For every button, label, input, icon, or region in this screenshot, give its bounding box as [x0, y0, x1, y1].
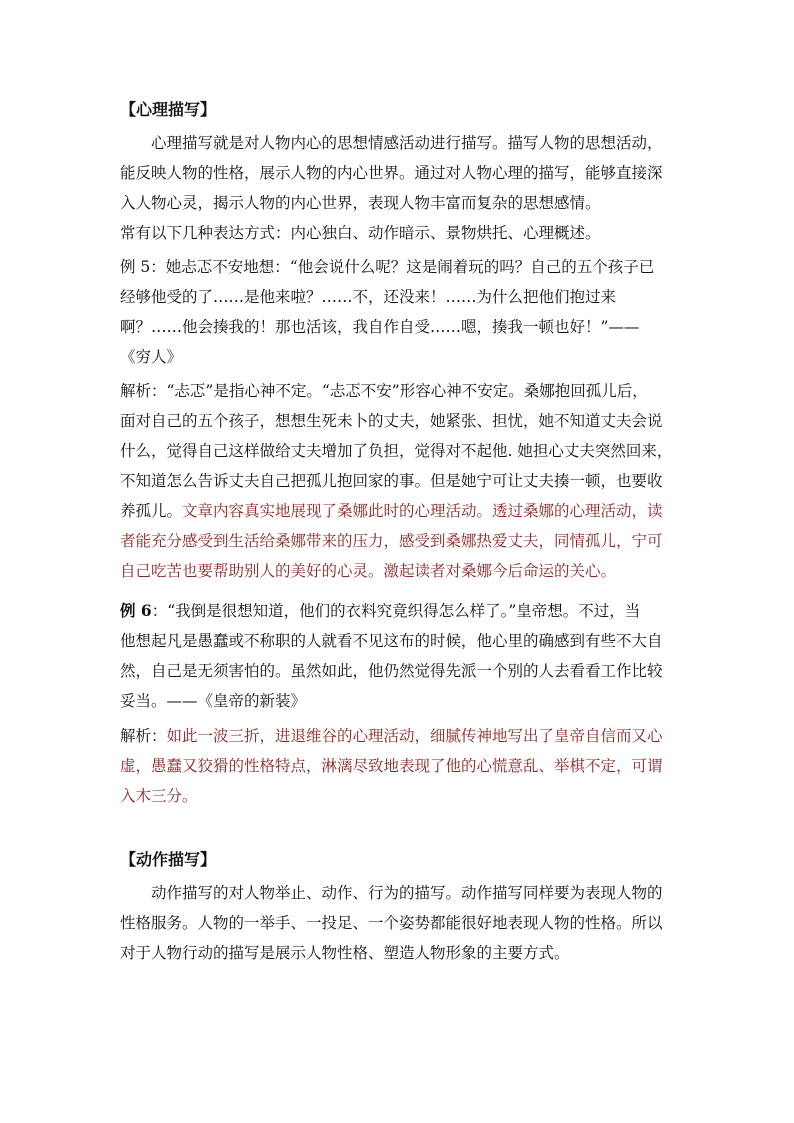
- highlight-line: 自己吃苦也要帮助别人的美好的心灵。激起读者对桑娜今后命运的关心。: [120, 562, 617, 580]
- analysis-label: 解析：: [120, 727, 167, 745]
- text-line: 动作描写的对人物举止、动作、行为的描写。动作描写同样要为表现人物的: [151, 884, 663, 902]
- text-line: 能反映人物的性格，展示人物的内心世界。通过对人物心理的描写，能够直接深: [120, 164, 663, 182]
- highlight-line: 者能充分感受到生活给桑娜带来的压力，感受到桑娜热爱丈夫，同情孤儿，宁可: [120, 532, 663, 550]
- highlight-text: 文章内容真实地展现了桑娜此时的心理活动。透过桑娜的心理活动，读: [182, 502, 663, 520]
- heading-text: 【心理描写】: [120, 100, 217, 119]
- analysis-5-paragraph: [120, 376, 680, 586]
- text-line: 妥当。——《皇帝的新装》: [120, 692, 307, 710]
- text-line: 不知道怎么告诉丈夫自己把孤儿抱回家的事。但是她宁可让丈夫揍一顿，也要收: [120, 472, 663, 490]
- text-segment: ：“我倒是很想知道，他们的衣料究竟织得怎么样了。”皇帝想。不过，当: [151, 602, 641, 620]
- psychology-intro-paragraph: [120, 128, 680, 248]
- example-label: 例 6: [120, 601, 152, 620]
- text-line: 对于人物行动的描写是展示人物性格、塑造人物形象的主要方式。: [120, 944, 570, 962]
- text-line: 性格服务。人物的一举手、一投足、一个姿势都能很好地表现人物的性格。所以: [120, 914, 663, 932]
- mixed-line: [120, 496, 680, 526]
- section-heading-psychology: [120, 95, 680, 125]
- analysis-6-paragraph: [120, 721, 680, 811]
- action-intro-paragraph: [120, 878, 680, 968]
- example-5-paragraph: [120, 252, 680, 372]
- text-line: 面对自己的五个孩子，想想生死未卜的丈夫，她紧张、担忧，她不知道丈夫会说: [120, 412, 663, 430]
- mixed-line: [120, 596, 680, 626]
- text-line: 他想起凡是愚蠢或不称职的人就看不见这布的时候，他心里的确感到有些不大自: [120, 632, 663, 650]
- text-segment: 养孤儿。: [120, 502, 183, 520]
- example-6-paragraph: [120, 596, 680, 716]
- text-line: 心理描写就是对人物内心的思想情感活动进行描写。描写人物的思想活动，: [151, 134, 663, 152]
- highlight-line: 入木三分。: [120, 787, 198, 805]
- text-line: 《穷人》: [120, 348, 183, 366]
- text-line: 啊？……他会揍我的！那也活该，我自作自受……嗯，揍我一顿也好！”——: [120, 318, 640, 336]
- text-line: 经够他受的了……是他来啦？……不，还没来！……为什么把他们抱过来: [120, 288, 617, 306]
- section-heading-action: [120, 845, 680, 875]
- highlight-text: 如此一波三折，进退维谷的心理活动，细腻传神地写出了皇帝自信而又心: [166, 727, 663, 745]
- text-line: 常有以下几种表达方式：内心独白、动作暗示、景物烘托、心理概述。: [120, 224, 601, 242]
- text-line: 什么，觉得自己这样做给丈夫增加了负担，觉得对不起他. 她担心丈夫突然回来，: [120, 442, 673, 460]
- heading-text: 【动作描写】: [120, 850, 217, 869]
- text-line: 然，自己是无须害怕的。虽然如此，他仍然觉得先派一个别的人去看看工作比较: [120, 662, 663, 680]
- text-line: 入人物心灵，揭示人物的内心世界，表现人物丰富而复杂的思想感情。: [120, 194, 601, 212]
- highlight-line: 虚，愚蠢又狡猾的性格特点，淋漓尽致地表现了他的心慌意乱、举棋不定，可谓: [120, 757, 663, 775]
- text-line: 例 5：她忐忑不安地想：“他会说什么呢？这是闹着玩的吗？自己的五个孩子已: [120, 258, 655, 276]
- mixed-line: [120, 721, 680, 751]
- text-line: 解析：“忐忑”是指心神不定。“忐忑不安”形容心神不安定。桑娜抱回孤儿后，: [120, 382, 648, 400]
